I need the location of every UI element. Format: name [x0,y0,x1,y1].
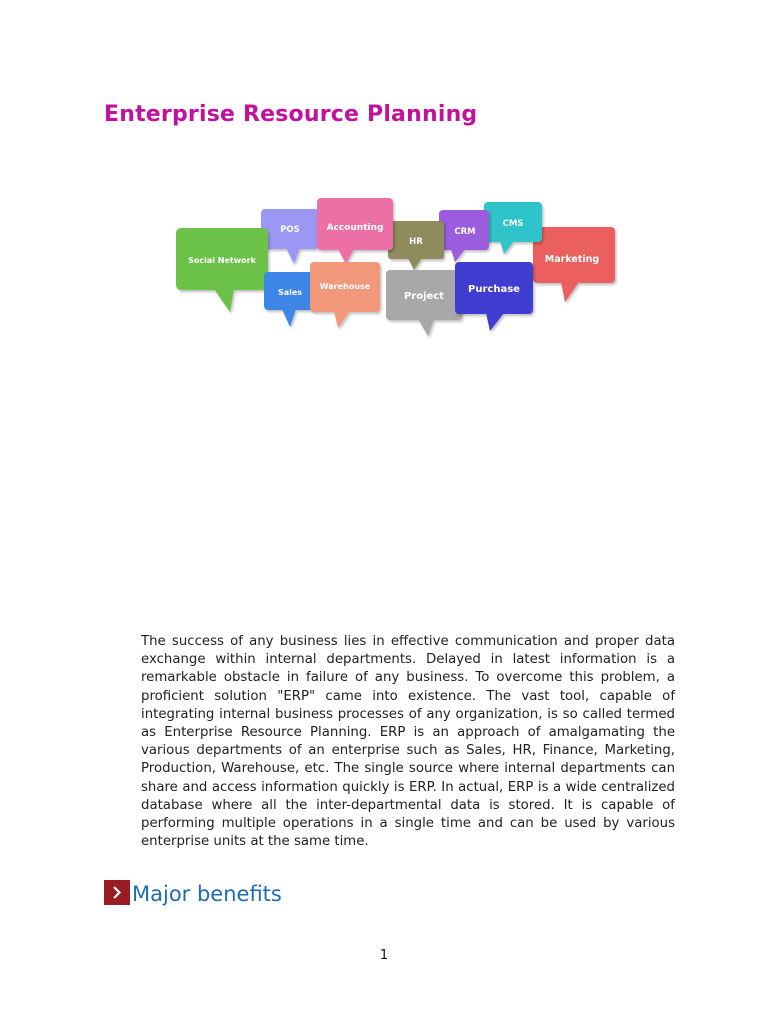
bubble-label: Sales [277,288,303,297]
page-number: 1 [379,948,389,963]
bubble-label: CRM [454,227,476,237]
erp-modules-illustration [168,190,628,340]
section-marker [104,880,130,905]
bubble-label: Marketing [544,254,600,265]
bubble-label: HR [409,237,423,247]
bubble-crm [439,210,489,262]
bubble-label: Purchase [468,284,520,295]
bubble-label: CMS [502,219,524,229]
chevron-right-icon [104,880,130,905]
bubble-label: POS [280,225,300,235]
bubble-sales [264,272,316,327]
bubble-warehouse [310,262,380,328]
bubble-label: Accounting [326,223,384,233]
bubble-accounting [317,198,393,264]
bubble-pos [261,209,319,264]
bubble-label: Social Network [188,256,256,265]
bubble-project [386,270,462,336]
bubble-purchase [455,262,533,331]
intro-paragraph: The success of any business lies in effective communication and proper data exchange within internal departments. Delayed in latest information is a remarkable obstacle in failure of any business. To overcome this problem, a proficient solution "ERP" came into existence. The vast tool, capable of integrating internal business processes of any organization, is so called termed as Enterprise Resource Planning. ERP is an approach of amalgamating the various departments of an enterprise such as Sales, HR, Finance, Marketing, Production, Warehouse, etc. The single source where internal departments can share and access information quickly is ERP. In actual, ERP is a wide centralized database where all the inter-departmental data is stored. It is capable of performing multiple operations in a single time and can be used by various enterprise units at the same time. [141,634,675,850]
page-title: Enterprise Resource Planning [104,102,478,127]
section-heading: Major benefits [132,882,282,906]
bubble-marketing [533,227,615,302]
bubble-label: Warehouse [319,282,371,291]
bubble-label: Project [403,291,445,302]
bubble-social-network [176,228,268,312]
bubble-hr [388,221,444,270]
